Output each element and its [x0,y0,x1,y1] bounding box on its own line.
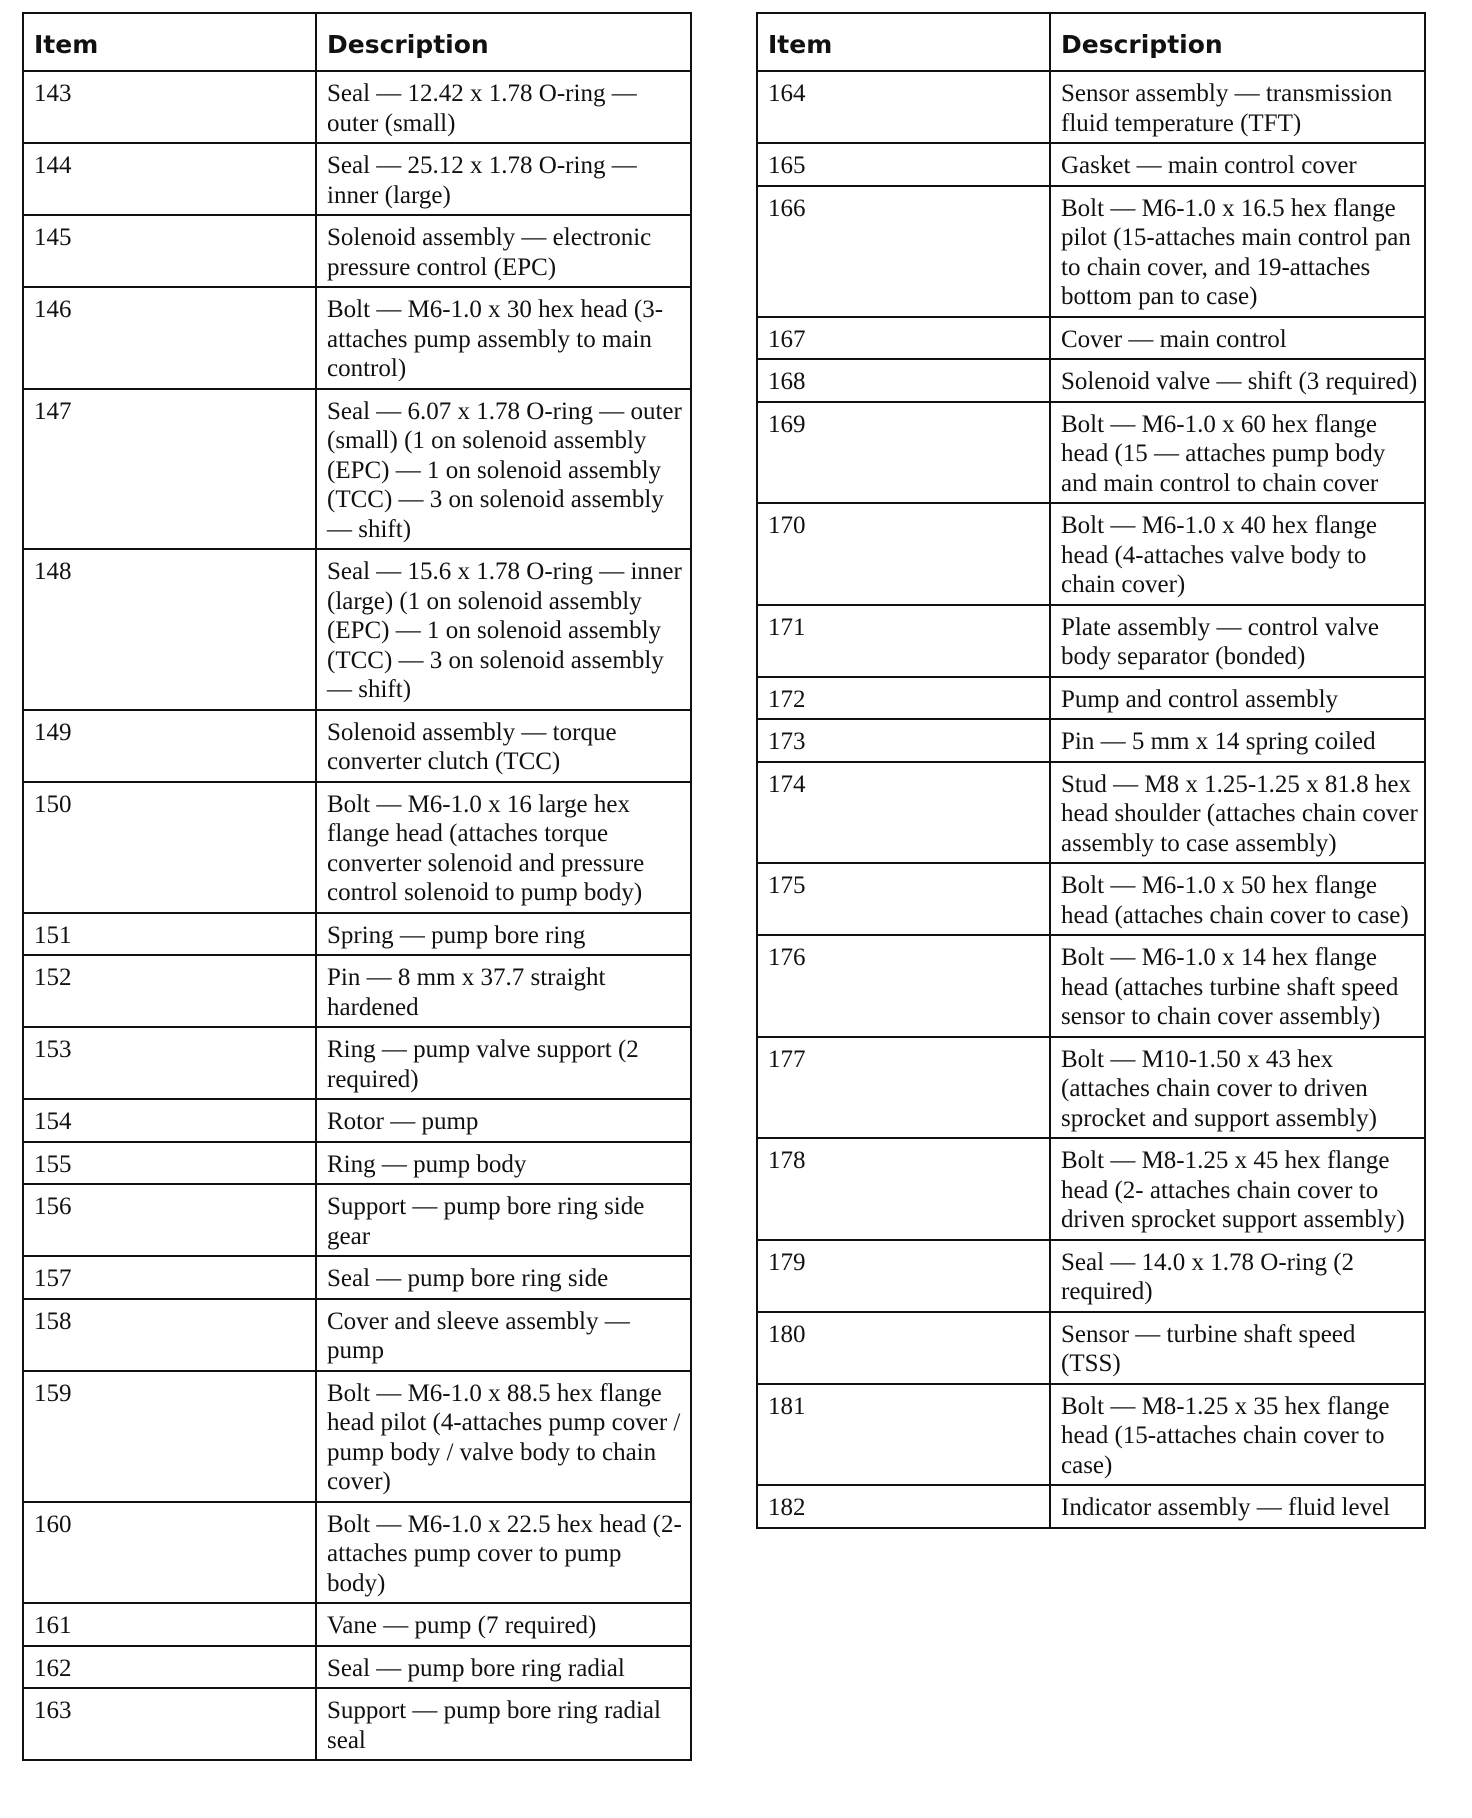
item-number: 149 [23,710,316,782]
table-row [23,389,691,550]
header-row [23,13,691,71]
table-row [757,762,1425,864]
table-row [757,186,1425,317]
item-description: Ring — pump body [316,1142,691,1185]
item-number: 144 [23,143,316,215]
item-number: 181 [757,1384,1050,1486]
item-number: 145 [23,215,316,287]
item-description: Seal — 14.0 x 1.78 O-ring (2 required) [1050,1240,1425,1312]
item-number: 146 [23,287,316,389]
item-description: Gasket — main control cover [1050,143,1425,186]
item-number: 162 [23,1646,316,1689]
item-description: Bolt — M6-1.0 x 60 hex flange head (15 — attaches pump body and main control to chain cover [1050,402,1425,504]
item-description: Spring — pump bore ring [316,913,691,956]
table-row [23,1603,691,1646]
item-description: Support — pump bore ring side gear [316,1184,691,1256]
item-description: Cover and sleeve assembly — pump [316,1299,691,1371]
item-description: Bolt — M8-1.25 x 35 hex flange head (15-attaches chain cover to case) [1050,1384,1425,1486]
table-row [23,782,691,913]
item-number: 166 [757,186,1050,317]
table-row [757,317,1425,360]
table-row [757,677,1425,720]
table-row [23,549,691,710]
header-row [757,13,1425,71]
table-row [757,1485,1425,1528]
table-row [757,503,1425,605]
table-row [23,1688,691,1760]
item-description: Bolt — M6-1.0 x 14 hex flange head (attaches turbine shaft speed sensor to chain cover assembly) [1050,935,1425,1037]
table-row [757,605,1425,677]
table-row [757,719,1425,762]
item-description: Vane — pump (7 required) [316,1603,691,1646]
item-number: 173 [757,719,1050,762]
table-row [757,71,1425,143]
table-row [757,1384,1425,1486]
item-number: 147 [23,389,316,550]
table-row [757,402,1425,504]
item-number: 176 [757,935,1050,1037]
item-number: 167 [757,317,1050,360]
item-number: 182 [757,1485,1050,1528]
item-number: 177 [757,1037,1050,1139]
parts-table-left [22,12,692,1761]
table-row [757,935,1425,1037]
item-description: Seal — 15.6 x 1.78 O-ring — inner (large) (1 on solenoid assembly (EPC) — 1 on solenoid assembly (TCC) — 3 on solenoid assembly — shift) [316,549,691,710]
table-row [23,215,691,287]
item-description: Bolt — M10-1.50 x 43 hex (attaches chain cover to driven sprocket and support assembly) [1050,1037,1425,1139]
item-description: Seal — 6.07 x 1.78 O-ring — outer (small) (1 on solenoid assembly (EPC) — 1 on solenoid assembly (TCC) — 3 on solenoid assembly — shift) [316,389,691,550]
table-row [757,1138,1425,1240]
item-number: 156 [23,1184,316,1256]
item-number: 158 [23,1299,316,1371]
item-number: 153 [23,1027,316,1099]
table-row [23,1142,691,1185]
table-row [23,1299,691,1371]
item-number: 163 [23,1688,316,1760]
table-row [23,913,691,956]
item-number: 148 [23,549,316,710]
item-description: Pin — 8 mm x 37.7 straight hardened [316,955,691,1027]
item-description: Cover — main control [1050,317,1425,360]
item-description: Sensor — turbine shaft speed (TSS) [1050,1312,1425,1384]
item-description: Pin — 5 mm x 14 spring coiled [1050,719,1425,762]
table-row [23,1184,691,1256]
item-column-header: Item [757,13,1050,71]
item-number: 172 [757,677,1050,720]
item-number: 164 [757,71,1050,143]
description-column-header: Description [1050,13,1425,71]
item-number: 152 [23,955,316,1027]
item-description: Pump and control assembly [1050,677,1425,720]
item-description: Ring — pump valve support (2 required) [316,1027,691,1099]
item-number: 168 [757,359,1050,402]
item-number: 180 [757,1312,1050,1384]
item-description: Rotor — pump [316,1099,691,1142]
item-description: Seal — 12.42 x 1.78 O-ring — outer (small) [316,71,691,143]
item-number: 161 [23,1603,316,1646]
table-row [23,1256,691,1299]
item-description: Bolt — M6-1.0 x 50 hex flange head (attaches chain cover to case) [1050,863,1425,935]
item-description: Indicator assembly — fluid level [1050,1485,1425,1528]
table-row [23,710,691,782]
item-description: Sensor assembly — transmission fluid temperature (TFT) [1050,71,1425,143]
item-number: 178 [757,1138,1050,1240]
item-number: 159 [23,1371,316,1502]
item-description: Solenoid assembly — torque converter clutch (TCC) [316,710,691,782]
table-row [757,1240,1425,1312]
table-row [757,359,1425,402]
item-description: Plate assembly — control valve body separator (bonded) [1050,605,1425,677]
item-description: Bolt — M8-1.25 x 45 hex flange head (2- attaches chain cover to driven sprocket support assembly) [1050,1138,1425,1240]
item-description: Bolt — M6-1.0 x 88.5 hex flange head pilot (4-attaches pump cover / pump body / valve body to chain cover) [316,1371,691,1502]
item-number: 179 [757,1240,1050,1312]
table-row [23,287,691,389]
table-row [23,1027,691,1099]
table-row [757,1312,1425,1384]
item-number: 165 [757,143,1050,186]
item-number: 174 [757,762,1050,864]
item-description: Bolt — M6-1.0 x 22.5 hex head (2-attaches pump cover to pump body) [316,1502,691,1604]
table-row [23,71,691,143]
item-number: 170 [757,503,1050,605]
table-row [23,1099,691,1142]
item-number: 169 [757,402,1050,504]
table-row [757,143,1425,186]
table-row [23,955,691,1027]
item-number: 143 [23,71,316,143]
item-description: Bolt — M6-1.0 x 16 large hex flange head (attaches torque converter solenoid and pressure control solenoid to pump body) [316,782,691,913]
item-description: Bolt — M6-1.0 x 30 hex head (3-attaches pump assembly to main control) [316,287,691,389]
table-row [23,1371,691,1502]
table-row [757,863,1425,935]
item-description: Support — pump bore ring radial seal [316,1688,691,1760]
item-number: 160 [23,1502,316,1604]
item-number: 150 [23,782,316,913]
parts-table-right [756,12,1426,1529]
item-description: Bolt — M6-1.0 x 16.5 hex flange pilot (15-attaches main control pan to chain cover, and 19-attaches bottom pan to case) [1050,186,1425,317]
item-description: Stud — M8 x 1.25-1.25 x 81.8 hex head shoulder (attaches chain cover assembly to case assembly) [1050,762,1425,864]
item-number: 154 [23,1099,316,1142]
item-description: Seal — 25.12 x 1.78 O-ring — inner (large) [316,143,691,215]
item-description: Bolt — M6-1.0 x 40 hex flange head (4-attaches valve body to chain cover) [1050,503,1425,605]
description-column-header: Description [316,13,691,71]
item-column-header: Item [23,13,316,71]
table-row [23,143,691,215]
item-description: Solenoid valve — shift (3 required) [1050,359,1425,402]
table-row [757,1037,1425,1139]
item-description: Seal — pump bore ring radial [316,1646,691,1689]
item-number: 157 [23,1256,316,1299]
item-number: 171 [757,605,1050,677]
item-description: Seal — pump bore ring side [316,1256,691,1299]
item-description: Solenoid assembly — electronic pressure control (EPC) [316,215,691,287]
table-row [23,1646,691,1689]
item-number: 151 [23,913,316,956]
item-number: 155 [23,1142,316,1185]
item-number: 175 [757,863,1050,935]
table-row [23,1502,691,1604]
